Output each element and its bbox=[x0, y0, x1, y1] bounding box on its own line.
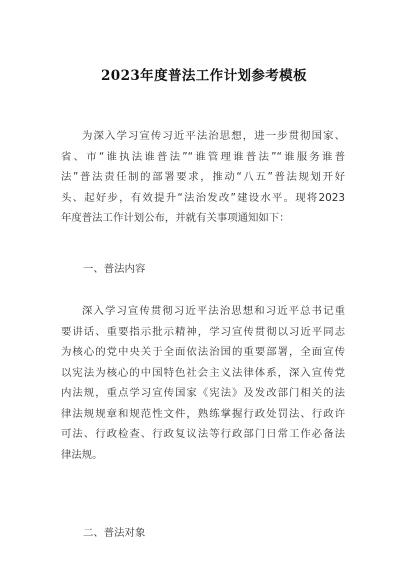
section-heading-content: 一、普法内容 bbox=[83, 263, 146, 275]
paragraph-line: 头、起好步，有效提升“法治发改”建设水平。现将2023 bbox=[61, 191, 345, 204]
intro-paragraph bbox=[61, 126, 345, 229]
paragraph-line: 年度普法工作计划公布，并就有关事项通知如下： bbox=[61, 212, 290, 224]
paragraph-line: 要讲话、重要指示批示精神，学习宣传贯彻以习近平同志 bbox=[61, 325, 345, 338]
paragraph-line: 可法、行政检查、行政复议法等行政部门日常工作必备法 bbox=[61, 428, 345, 440]
paragraph-line: 为核心的党中央关于全面依法治国的重要部署，全面宣传 bbox=[61, 346, 345, 358]
paragraph-line: 为深入学习宣传习近平法治思想，进一步贯彻国家、 bbox=[82, 130, 345, 142]
paragraph-line: 以宪法为核心的中国特色社会主义法律体系，深入宣传党 bbox=[61, 366, 345, 379]
paragraph-line: 省、市“谁执法谁普法”“谁管理谁普法”“谁服务谁普 bbox=[61, 150, 345, 163]
document-title: 2023年度普法工作计划参考模板 bbox=[101, 68, 307, 84]
section-heading-audience: 二、普法对象 bbox=[83, 527, 146, 539]
section-content-paragraph bbox=[61, 301, 345, 465]
paragraph-line: 内法规，重点学习宣传国家《宪法》及发改部门相关的法 bbox=[61, 387, 345, 399]
paragraph-line: 法”普法责任制的部署要求，推动“八五”普法规划开好 bbox=[61, 171, 345, 183]
paragraph-line: 律法规规章和规范性文件，熟练掌握行政处罚法、行政许 bbox=[61, 407, 345, 420]
paragraph-line: 律法规。 bbox=[61, 448, 103, 461]
paragraph-line: 深入学习宣传贯彻习近平法治思想和习近平总书记重 bbox=[82, 305, 345, 317]
